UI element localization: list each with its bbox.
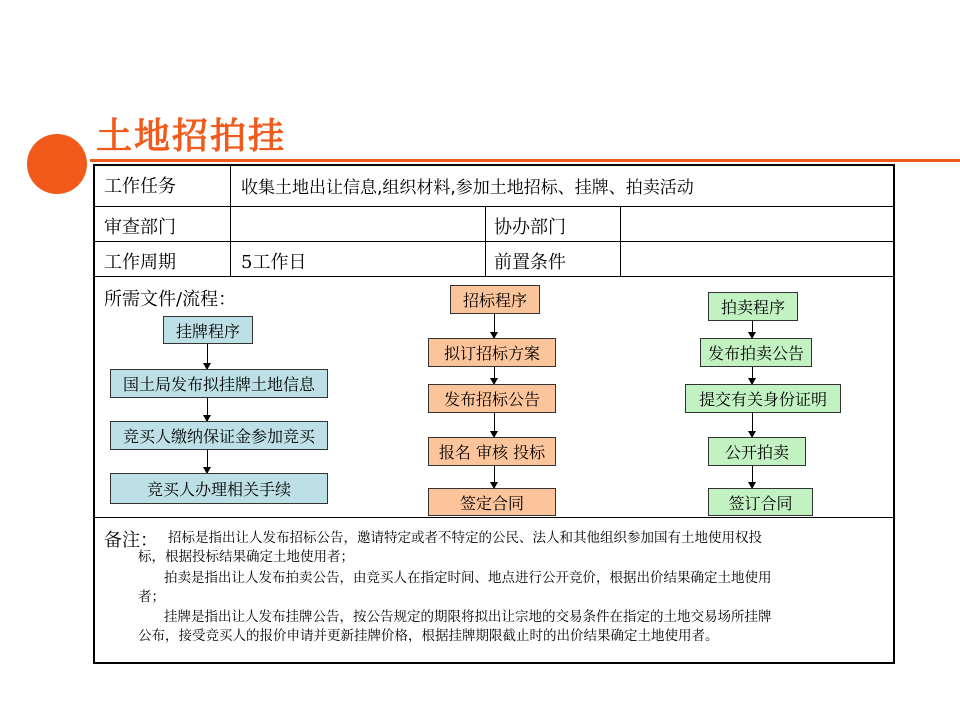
note-line: 公布，接受竞买人的报价申请并更新挂牌价格，根据挂牌期限截止时的出价结果确定土地使用者。 (138, 628, 719, 644)
table-divider (93, 276, 895, 277)
flow-arrow (494, 314, 495, 338)
flow-arrow (752, 466, 753, 488)
period-value: 5工作日 (241, 252, 307, 273)
note-line: 挂牌是指出让人发布挂牌公告，按公告规定的期限将拟出让宗地的交易条件在指定的土地交易场所挂牌 (164, 609, 772, 625)
flow-arrow (207, 450, 208, 473)
period-label: 工作周期 (104, 252, 176, 273)
note-line: 者； (138, 589, 165, 605)
note-line: 招标是指出让人发布招标公告，邀请特定或者不特定的公民、法人和其他组织参加国有土地使用权投 (168, 530, 762, 546)
bidding-step-2: 拟订招标方案 (428, 338, 556, 367)
table-divider (93, 517, 895, 518)
bidding-step-4: 报名 审核 投标 (428, 437, 556, 466)
auction-step-5: 签订合同 (708, 488, 813, 516)
files-label: 所需文件/流程： (104, 289, 237, 310)
flow-arrow (207, 398, 208, 421)
listing-step-1: 挂牌程序 (163, 316, 253, 344)
auction-step-2: 发布拍卖公告 (700, 338, 812, 367)
note-line: 标，根据投标结果确定土地使用者； (138, 549, 354, 565)
flow-arrow (752, 367, 753, 384)
precondition-label: 前置条件 (494, 252, 566, 273)
auction-step-3: 提交有关身份证明 (685, 384, 841, 413)
task-label: 工作任务 (104, 176, 176, 197)
listing-step-2: 国土局发布拟挂牌土地信息 (110, 369, 328, 398)
auction-step-1: 拍卖程序 (708, 292, 798, 321)
flow-arrow (494, 367, 495, 384)
flow-arrow (752, 321, 753, 338)
table-divider (93, 206, 895, 207)
note-line: 拍卖是指出让人发布拍卖公告，由竞买人在指定时间、地点进行公开竞价，根据出价结果确定土地使用 (164, 570, 772, 586)
flow-arrow (494, 466, 495, 488)
flow-arrow (207, 344, 208, 369)
table-divider (230, 164, 231, 276)
notes-label: 备注： (104, 530, 158, 551)
flow-arrow (494, 413, 495, 437)
title-underline (90, 159, 960, 162)
auction-step-4: 公开拍卖 (708, 437, 806, 466)
bidding-step-5: 签定合同 (428, 488, 556, 516)
review-dept-label: 审查部门 (104, 217, 176, 238)
table-divider (93, 241, 895, 242)
table-divider (620, 206, 621, 276)
listing-step-4: 竞买人办理相关手续 (110, 473, 328, 504)
decorative-circle (27, 134, 87, 194)
assist-dept-label: 协办部门 (494, 217, 566, 238)
task-value: 收集土地出让信息,组织材料,参加土地招标、挂牌、拍卖活动 (241, 178, 694, 198)
listing-step-3: 竞买人缴纳保证金参加竞买 (110, 421, 328, 450)
bidding-step-1: 招标程序 (450, 285, 540, 314)
table-divider (485, 206, 486, 276)
flow-arrow (752, 413, 753, 437)
bidding-step-3: 发布招标公告 (428, 384, 556, 413)
page-title: 土地招拍挂 (96, 116, 287, 157)
